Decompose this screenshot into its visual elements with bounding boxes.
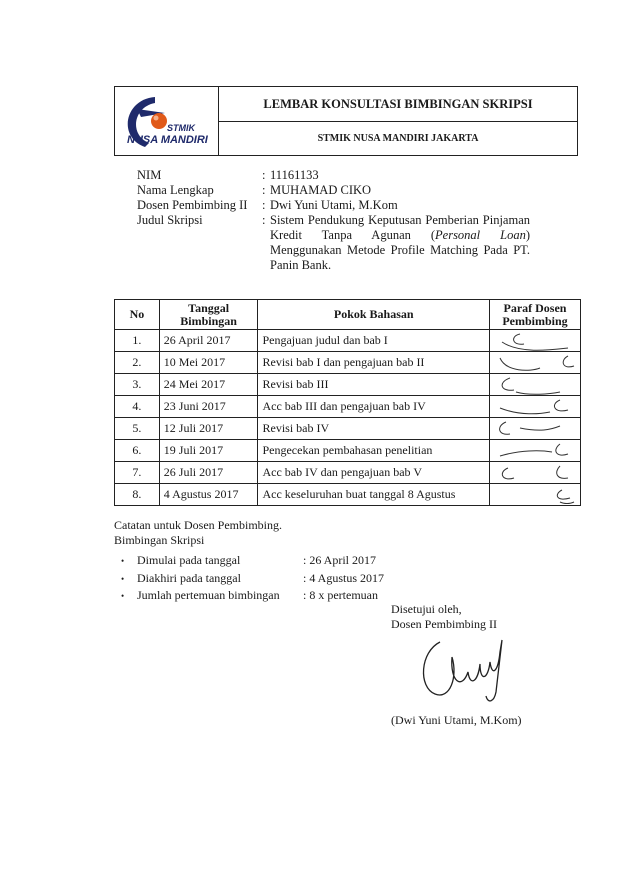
document-title: LEMBAR KONSULTASI BIMBINGAN SKRIPSI [263,96,533,111]
cell-tanggal: 12 Juli 2017 [159,418,258,440]
cell-paraf [489,484,580,506]
stmik-logo [115,87,219,155]
cell-pokok: Acc keseluruhan buat tanggal 8 Agustus [258,484,489,506]
cell-no: 6. [115,440,160,462]
cell-no: 3. [115,374,160,396]
table-row [115,374,581,396]
nim-value: 11161133 [270,168,319,182]
advisor-value: Dwi Yuni Utami, M.Kom [270,198,398,212]
nim-label: NIM [137,168,162,182]
cell-paraf [489,462,580,484]
paraf-signature [490,352,580,373]
paraf-signature [490,484,580,505]
paraf-signature [490,330,580,351]
cell-no: 2. [115,352,160,374]
logo-graphic [115,87,219,155]
institution-name: STMIK NUSA MANDIRI JAKARTA [317,133,479,144]
thesis-title-italic: Personal Loan [435,228,526,242]
paraf-signature [490,440,580,461]
meeting-count-label: Jumlah pertemuan bimbingan [137,588,280,602]
bullet: • [121,556,125,566]
cell-tanggal: 4 Agustus 2017 [159,484,258,506]
cell-pokok: Revisi bab IV [258,418,489,440]
thesis-title-label: Judul Skripsi [137,213,203,227]
advisor-signature [410,632,520,707]
cell-pokok: Revisi bab I dan pengajuan bab II [258,352,489,374]
cell-paraf [489,440,580,462]
cell-pokok: Acc bab III dan pengajuan bab IV [258,396,489,418]
header-no: No [115,300,160,330]
notes-subheading: Bimbingan Skripsi [114,533,205,547]
cell-tanggal: 10 Mei 2017 [159,352,258,374]
end-date-label: Diakhiri pada tanggal [137,571,241,585]
cell-paraf [489,330,580,352]
cell-pokok: Pengecekan pembahasan penelitian [258,440,489,462]
table-row [115,396,581,418]
approver-role: Dosen Pembimbing II [391,617,497,631]
thesis-title-colon: : [262,213,266,227]
signer-name: (Dwi Yuni Utami, M.Kom) [391,713,522,727]
table-header-row [115,300,581,330]
paraf-signature [490,418,580,439]
cell-tanggal: 23 Juni 2017 [159,396,258,418]
approved-by: Disetujui oleh, [391,602,462,616]
paraf-signature [490,374,580,395]
cell-tanggal: 26 April 2017 [159,330,258,352]
table-row [115,352,581,374]
cell-tanggal: 19 Juli 2017 [159,440,258,462]
cell-no: 4. [115,396,160,418]
meeting-count-value: : 8 x pertemuan [303,588,378,602]
bullet: • [121,591,125,601]
start-date-label: Dimulai pada tanggal [137,553,241,567]
paraf-signature [490,462,580,483]
thesis-title-value: Sistem Pendukung Keputusan Pemberian Pinjaman Kredit Tanpa Agunan (Personal Loan) Menggunakan Metode Profile Matching Pada PT. Panin Bank. [270,213,530,272]
header-pokok: Pokok Bahasan [258,300,489,330]
cell-paraf [489,418,580,440]
header-tanggal: Tanggal Bimbingan [159,300,258,330]
document-header [114,86,578,156]
header-paraf: Paraf Dosen Pembimbing [489,300,580,330]
bullet: • [121,574,125,584]
start-date-value: : 26 April 2017 [303,553,377,567]
cell-tanggal: 24 Mei 2017 [159,374,258,396]
cell-no: 1. [115,330,160,352]
advisor-colon: : [262,198,266,212]
cell-pokok: Pengajuan judul dan bab I [258,330,489,352]
cell-no: 8. [115,484,160,506]
logo-top-text: STMIK [167,123,195,133]
cell-tanggal: 26 Juli 2017 [159,462,258,484]
cell-pokok: Revisi bab III [258,374,489,396]
cell-paraf [489,352,580,374]
cell-paraf [489,396,580,418]
name-colon: : [262,183,266,197]
advisor-label: Dosen Pembimbing II [137,198,248,212]
logo-bottom-text: NUSA MANDIRI [127,134,208,146]
table-row [115,418,581,440]
paraf-signature [490,396,580,417]
consultation-table [114,299,581,506]
cell-pokok: Acc bab IV dan pengajuan bab V [258,462,489,484]
table-row [115,330,581,352]
cell-no: 7. [115,462,160,484]
notes-heading: Catatan untuk Dosen Pembimbing. [114,518,282,532]
name-value: MUHAMAD CIKO [270,183,372,197]
table-row [115,462,581,484]
cell-no: 5. [115,418,160,440]
table-row [115,484,581,506]
end-date-value: : 4 Agustus 2017 [303,571,385,585]
table-row [115,440,581,462]
name-label: Nama Lengkap [137,183,214,197]
cell-paraf [489,374,580,396]
nim-colon: : [262,168,266,182]
